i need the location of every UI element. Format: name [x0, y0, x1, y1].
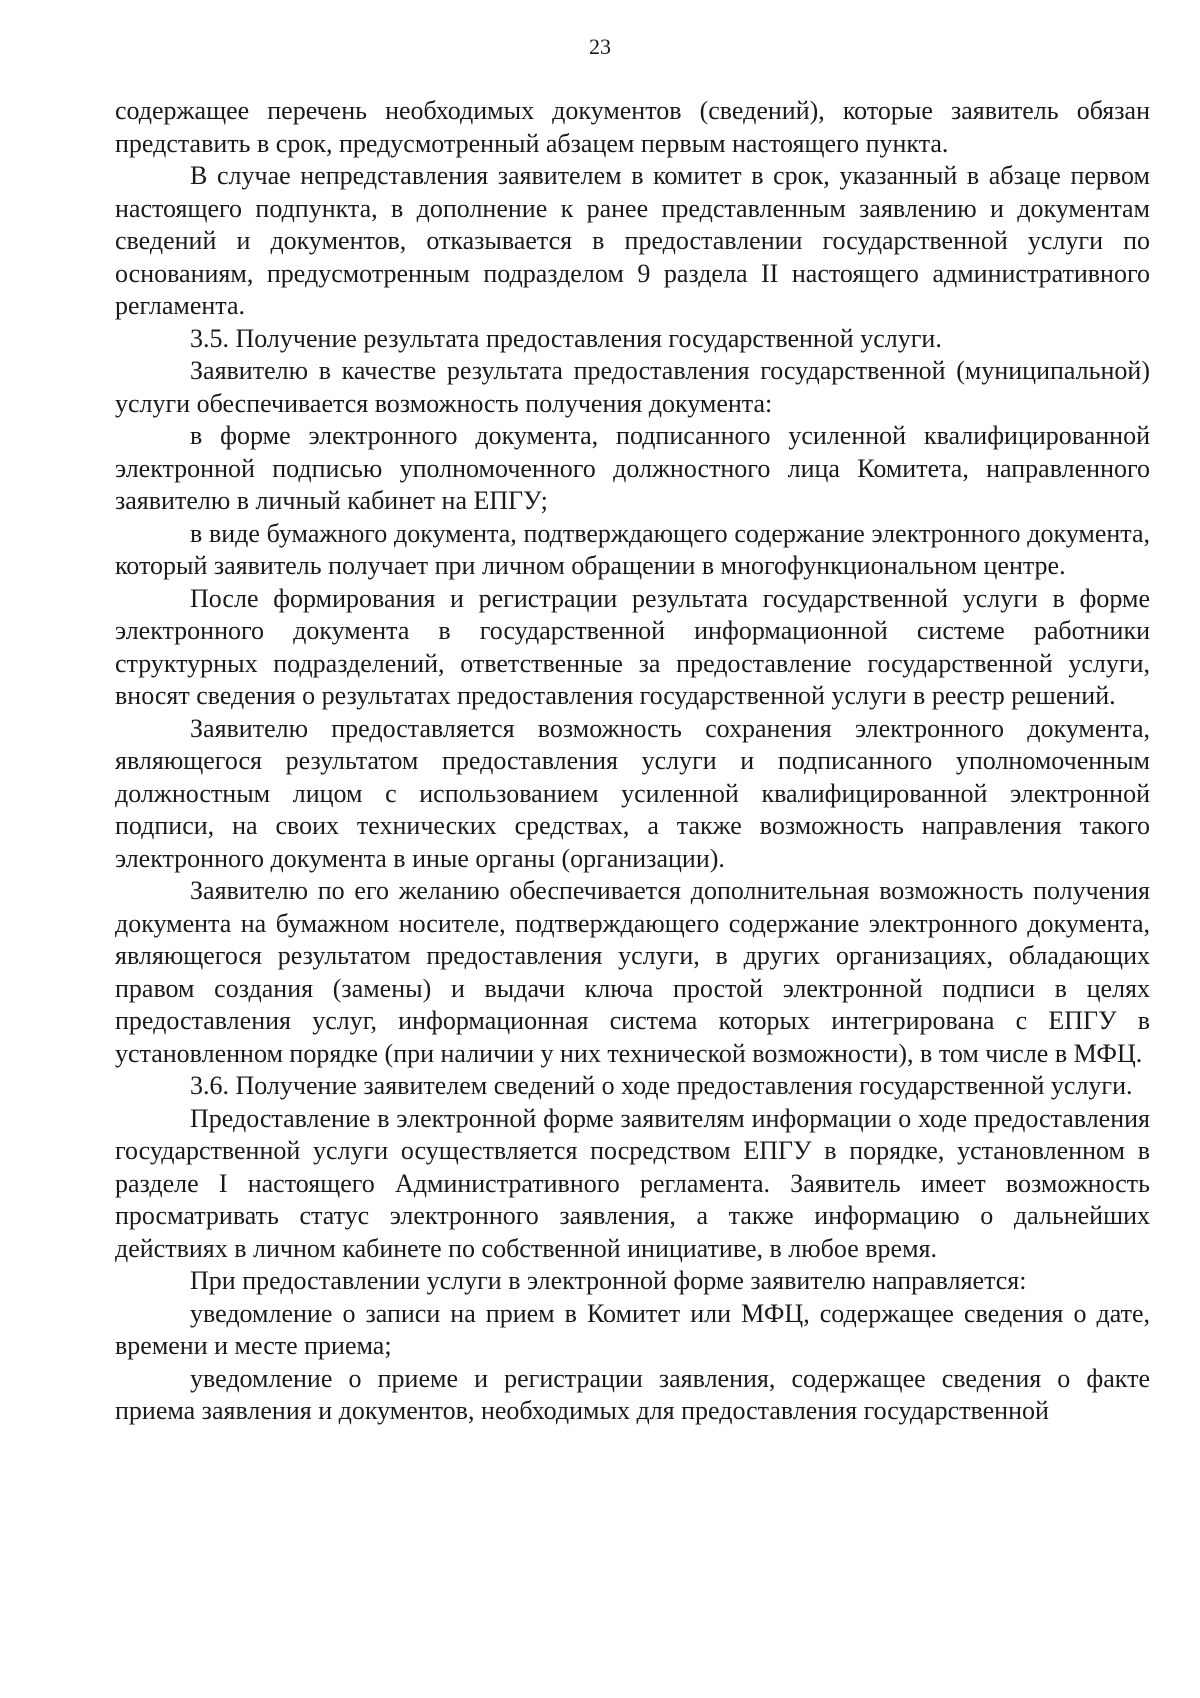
- paragraph: Предоставление в электронной форме заявителям информации о ходе предоставления государственной услуги осуществляется посредством ЕПГУ в порядке, установленном в разделе I настоящего Административного регламента. Заявитель имеет возможность просматривать статус электронного заявления, а также информацию о дальнейших действиях в личном кабинете по собственной инициативе, в любое время.: [115, 1103, 1150, 1263]
- section-heading-3-5: 3.5. Получение результата предоставления государственной услуги.: [190, 323, 942, 353]
- paragraph: Заявителю предоставляется возможность сохранения электронного документа, являющегося результатом предоставления услуги и подписанного уполномоченным должностным лицом с использованием усиленной квалифицированной электронной подписи, на своих технических средствах, а также возможность направления такого электронного документа в иные органы (организации).: [115, 713, 1150, 873]
- document-body: [115, 95, 1150, 1428]
- paragraph: в виде бумажного документа, подтверждающего содержание электронного документа, который заявитель получает при личном обращении в многофункциональном центре.: [115, 518, 1150, 580]
- page-number: 23: [589, 34, 611, 59]
- paragraph: В случае непредставления заявителем в комитет в срок, указанный в абзаце первом настоящего подпункта, в дополнение к ранее представленным заявлению и документам сведений и документов, отказывается в предоставлении государственной услуги по основаниям, предусмотренным подразделом 9 раздела II настоящего административного регламента.: [115, 161, 1150, 320]
- paragraph: Заявителю по его желанию обеспечивается дополнительная возможность получения документа на бумажном носителе, подтверждающего содержание электронного документа, являющегося результатом предоставления услуги, в других организациях, обладающих правом создания (замены) и выдачи ключа простой электронной подписи в целях предоставления услуг, информационная система которых интегрирована с ЕПГУ в установленном порядке (при наличии у них технической возможности), в том числе в МФЦ.: [115, 876, 1150, 1068]
- paragraph: При предоставлении услуги в электронной форме заявителю направляется:: [190, 1266, 1027, 1295]
- section-heading-3-6: 3.6. Получение заявителем сведений о ходе предоставления государственной услуги.: [190, 1071, 1133, 1100]
- paragraph: в форме электронного документа, подписанного усиленной квалифицированной электронной подписью уполномоченного должностного лица Комитета, направленного заявителю в личный кабинет на ЕПГУ;: [115, 421, 1150, 515]
- paragraph: содержащее перечень необходимых документов (сведений), которые заявитель обязан представить в срок, предусмотренный абзацем первым настоящего пункта.: [115, 96, 1150, 158]
- paragraph: После формирования и регистрации результата государственной услуги в форме электронного документа в государственной информационной системе работники структурных подразделений, ответственные за предоставление государственной услуги, вносят сведения о результатах предоставления государственной услуги в реестр решений.: [115, 583, 1150, 710]
- paragraph: уведомление о приеме и регистрации заявления, содержащее сведения о факте приема заявления и документов, необходимых для предоставления государственной: [115, 1363, 1150, 1425]
- paragraph: уведомление о записи на прием в Комитет или МФЦ, содержащее сведения о дате, времени и месте приема;: [115, 1298, 1150, 1360]
- paragraph: Заявителю в качестве результата предоставления государственной (муниципальной) услуги обеспечивается возможность получения документа:: [115, 356, 1150, 418]
